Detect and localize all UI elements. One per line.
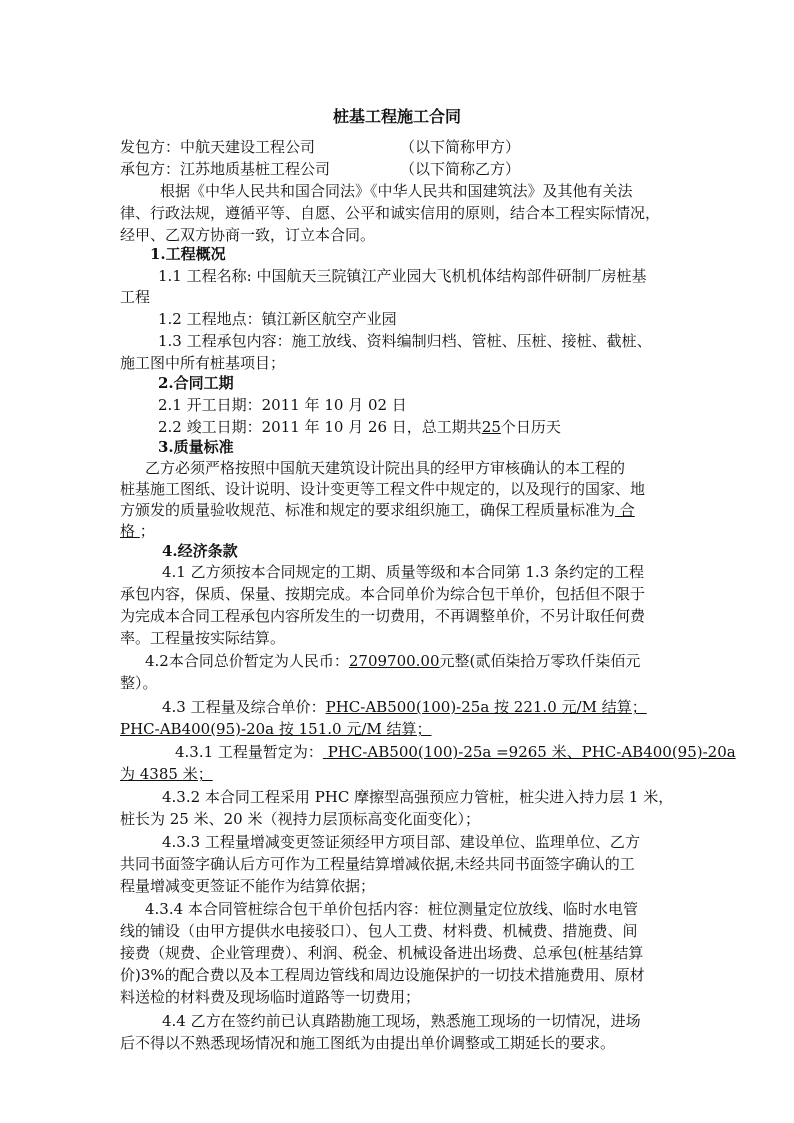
intro-line: 律、行政法规，遵循平等、自愿、公平和诚实信用的原则，结合本工程实际情况， xyxy=(120,204,661,222)
clause-4-3-4: 线的铺设（由甲方提供水电接驳口）、包人工费、材料费、机械费、措施费、间 xyxy=(120,922,638,940)
clause-4-2 xyxy=(145,650,640,672)
project-name-cont: 工程 xyxy=(120,288,151,306)
quantity-b: 为 4385 米； xyxy=(120,765,213,783)
section-heading: 3.质量标准 xyxy=(158,438,234,456)
clause-4-3-4: 价)3%的配合费以及本工程周边管线和周边设施保护的一切技术措施费用、原材 xyxy=(120,966,645,984)
clause-4-2-end: 整）。 xyxy=(120,674,158,692)
clause-4-1: 承包内容，保质、保量、按期完成。本合同单价为综合包干单价，包括但不限于 xyxy=(120,585,646,603)
project-scope: 1.3 工程承包内容：施工放线、资料编制归档、管桩、压桩、接桩、截桩、 xyxy=(158,332,652,350)
total-price-words: 元整(贰佰柒拾万零玖仟柒佰元 xyxy=(439,652,641,670)
clause-4-3-1 xyxy=(175,741,736,763)
party-a-note: （以下简称甲方） xyxy=(400,138,521,156)
total-price-label: 4.2本合同总价暂定为人民币： xyxy=(145,652,349,670)
quantity-label: 4.3.1 工程量暂定为： xyxy=(175,743,323,761)
clause-4-3 xyxy=(162,696,647,718)
party-a-line xyxy=(120,136,520,158)
project-scope-cont: 施工图中所有桩基项目； xyxy=(120,354,286,372)
end-date xyxy=(158,416,561,438)
quality-standard: 合 xyxy=(615,501,635,519)
quality-text-end xyxy=(120,520,155,542)
page-title: 桩基工程施工合同 xyxy=(332,107,461,126)
party-b-line xyxy=(120,158,520,180)
section-heading: 2.合同工期 xyxy=(158,374,234,392)
unit-price-a: PHC-AB500(100)-25a 按 221.0 元/M 结算； xyxy=(325,698,647,716)
start-date: 2.1 开工日期：2011 年 10 月 02 日 xyxy=(158,396,407,414)
quality-end-punct: ； xyxy=(139,522,155,540)
clause-4-3-4: 料送检的材料费及现场临时道路等一切费用； xyxy=(120,988,421,1006)
clause-4-3-4: 接费（规费、企业管理费）、利润、税金、机械设备进出场费、总承包(桩基结算 xyxy=(120,944,644,962)
clause-4-4: 后不得以不熟悉现场情况和施工图纸为由提出单价调整或工期延长的要求。 xyxy=(120,1034,616,1052)
intro-line: 经甲、乙双方协商一致，订立本合同。 xyxy=(120,226,376,244)
project-name: 1.1 工程名称: 中国航天三院镇江产业园大飞机机体结构部件研制厂房桩基 xyxy=(158,267,647,285)
total-price-amount: 2709700.00 xyxy=(348,652,440,670)
section-heading: 4.经济条款 xyxy=(162,542,238,560)
clause-4-3-3: 程量增减变更签证不能作为结算依据； xyxy=(120,877,376,895)
end-date-suffix: 个日历天 xyxy=(500,418,561,436)
quality-text xyxy=(120,499,635,521)
unit-price-label: 4.3 工程量及综合单价： xyxy=(162,698,326,716)
section-heading: 1.工程概况 xyxy=(150,245,226,263)
quality-standard-cont: 格 xyxy=(120,522,140,540)
party-b-note: （以下简称乙方） xyxy=(400,160,521,178)
quality-text-start: 方颁发的质量验收规范、标准和规定的要求组织施工，确保工程质量标准为 xyxy=(120,501,616,519)
clause-4-1: 4.1 乙方须按本合同规定的工期、质量等级和本合同第 1.3 条约定的工程 xyxy=(162,563,645,581)
clause-4-1: 率。工程量按实际结算。 xyxy=(120,629,286,647)
clause-4-3-3: 共同书面签字确认后方可作为工程量结算增减依据,未经共同书面签字确认的工 xyxy=(120,855,635,873)
end-date-text: 2.2 竣工日期：2011 年 10 月 26 日，总工期共 xyxy=(158,418,482,436)
clause-4-3-4: 4.3.4 本合同管桩综合包干单价包括内容：桩位测量定位放线、临时水电管 xyxy=(145,900,638,918)
quality-text: 乙方必须严格按照中国航天建筑设计院出具的经甲方审核确认的本工程的 xyxy=(145,459,626,477)
clause-4-4: 4.4 乙方在签约前已认真踏勘施工现场，熟悉施工现场的一切情况，进场 xyxy=(162,1012,641,1030)
clause-4-3-3: 4.3.3 工程量增减变更签证须经甲方项目部、建设单位、监理单位、乙方 xyxy=(162,833,640,851)
party-b-label: 承包方：江苏地质基桩工程公司 xyxy=(120,160,331,178)
intro-line: 根据《中华人民共和国合同法》《中华人民共和国建筑法》及其他有关法 xyxy=(160,182,633,200)
project-location: 1.2 工程地点：镇江新区航空产业园 xyxy=(158,310,397,328)
clause-4-3-2: 4.3.2 本合同工程采用 PHC 摩擦型高强预应力管桩，桩尖进入持力层 1 米， xyxy=(162,788,674,806)
clause-4-3-2: 桩长为 25 米、20 米（视持力层顶标高变化面变化）； xyxy=(120,810,480,828)
quantity-a: PHC-AB500(100)-25a =9265 米、PHC-AB400(95)-20a xyxy=(322,743,736,761)
unit-price-b: PHC-AB400(95)-20a 按 151.0 元/M 结算； xyxy=(120,720,432,738)
total-days: 25 xyxy=(481,418,501,436)
party-a-label: 发包方：中航天建设工程公司 xyxy=(120,138,316,156)
clause-4-1: 为完成本合同工程承包内容所发生的一切费用，不再调整单价，不另计取任何费 xyxy=(120,607,646,625)
quality-text: 桩基施工图纸、设计说明、设计变更等工程文件中规定的，以及现行的国家、地 xyxy=(120,480,646,498)
